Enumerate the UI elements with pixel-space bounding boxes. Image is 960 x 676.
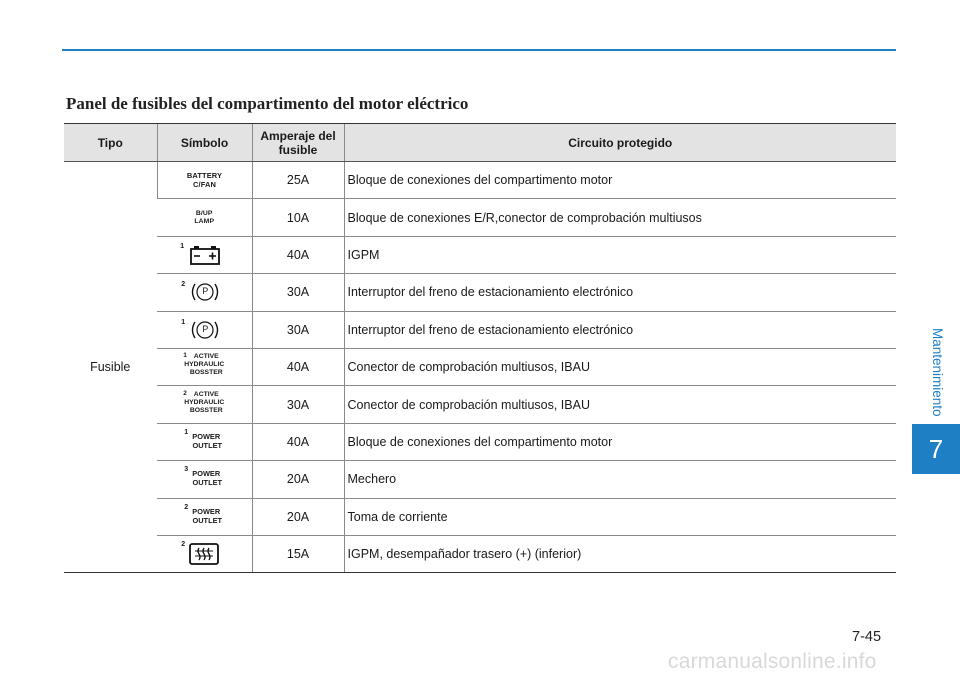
circuit-cell: Conector de comprobación multiusos, IBAU: [344, 348, 896, 385]
symbol-text: OUTLET: [192, 440, 223, 450]
superscript: 2: [181, 281, 186, 289]
symbol-text: BOSSTER: [189, 369, 223, 377]
amperage-cell: 30A: [252, 274, 344, 311]
symbol-text: HYDRAULIC: [184, 398, 225, 406]
symbol-text: HYDRAULIC: [184, 361, 225, 369]
table-row: [64, 498, 896, 535]
header-amperaje-line2: fusible: [278, 142, 318, 157]
circuit-cell: Conector de comprobación multiusos, IBAU: [344, 386, 896, 423]
fuse-table: [64, 123, 896, 573]
superscript: 1: [180, 242, 185, 250]
superscript: 3: [184, 466, 189, 474]
symbol-cell: [157, 162, 252, 199]
table-row: [64, 535, 896, 572]
circuit-cell: Interruptor del freno de estacionamiento electrónico: [344, 311, 896, 348]
circuit-cell: Interruptor del freno de estacionamiento electrónico: [344, 274, 896, 311]
superscript: 1: [184, 428, 189, 436]
symbol-text: POWER: [192, 469, 221, 479]
section-title: Panel de fusibles del compartimento del motor eléctrico: [66, 94, 469, 113]
amperage-cell: 25A: [252, 162, 344, 199]
symbol-cell: [157, 274, 252, 311]
chapter-tab: 7: [912, 424, 960, 474]
symbol-cell: [157, 535, 252, 572]
amperage-cell: 30A: [252, 386, 344, 423]
symbol-text: POWER: [192, 506, 221, 516]
table-header-row: [64, 124, 896, 162]
symbol-cell: [157, 199, 252, 236]
symbol-text: OUTLET: [192, 515, 223, 525]
header-amperaje: [252, 124, 344, 162]
watermark: carmanualsonline.info: [668, 650, 877, 673]
battery-icon: [190, 245, 220, 265]
symbol-text: ACTIVE: [193, 390, 219, 398]
table-row: [64, 162, 896, 199]
symbol-text: POWER: [192, 431, 221, 441]
symbol-cell: [157, 236, 252, 273]
superscript: 1: [181, 318, 186, 326]
top-rule: [62, 49, 896, 51]
table-row: [64, 386, 896, 423]
symbol-text: C/FAN: [193, 180, 216, 190]
superscript: 2: [183, 389, 187, 397]
amperage-cell: 10A: [252, 199, 344, 236]
superscript: 2: [181, 541, 186, 549]
circuit-cell: Mechero: [344, 461, 896, 498]
amperage-cell: 20A: [252, 461, 344, 498]
superscript: 1: [183, 352, 187, 360]
parking-letter: P: [202, 323, 209, 334]
header-simbolo: Símbolo: [157, 124, 252, 162]
amperage-cell: 30A: [252, 311, 344, 348]
circuit-cell: Bloque de conexiones del compartimento motor: [344, 162, 896, 199]
table-row: [64, 423, 896, 460]
superscript: 2: [184, 503, 189, 511]
circuit-cell: Bloque de conexiones del compartimento motor: [344, 423, 896, 460]
amperage-cell: 40A: [252, 348, 344, 385]
circuit-cell: IGPM: [344, 236, 896, 273]
table-row: [64, 199, 896, 236]
chapter-side-label: Mantenimiento: [930, 327, 945, 417]
symbol-cell: [157, 386, 252, 423]
header-tipo: Tipo: [64, 124, 157, 162]
symbol-cell: [157, 311, 252, 348]
symbol-cell: [157, 423, 252, 460]
tipo-cell: Fusible: [64, 162, 157, 573]
amperage-cell: 15A: [252, 535, 344, 572]
header-amperaje-line1: Amperaje del: [260, 128, 336, 143]
parking-letter: P: [202, 286, 209, 297]
rear-defroster-icon: [189, 543, 219, 565]
amperage-cell: 40A: [252, 236, 344, 273]
page-number: 7-45: [852, 629, 882, 645]
symbol-text: ACTIVE: [193, 353, 219, 361]
symbol-text: BOSSTER: [189, 406, 223, 414]
symbol-cell: [157, 498, 252, 535]
symbol-text: B/UP: [195, 209, 213, 217]
amperage-cell: 20A: [252, 498, 344, 535]
symbol-text: OUTLET: [192, 478, 223, 488]
symbol-text: LAMP: [194, 217, 215, 225]
circuit-cell: IGPM, desempañador trasero (+) (inferior): [344, 535, 896, 572]
symbol-cell: [157, 348, 252, 385]
symbol-cell: [157, 461, 252, 498]
circuit-cell: Bloque de conexiones E/R,conector de comprobación multiusos: [344, 199, 896, 236]
table-row: [64, 311, 896, 348]
header-circuito: Circuito protegido: [344, 124, 896, 162]
table-row: [64, 236, 896, 273]
table-row: [64, 274, 896, 311]
symbol-text: BATTERY: [186, 171, 223, 181]
circuit-cell: Toma de corriente: [344, 498, 896, 535]
table-row: [64, 348, 896, 385]
amperage-cell: 40A: [252, 423, 344, 460]
table-row: [64, 461, 896, 498]
